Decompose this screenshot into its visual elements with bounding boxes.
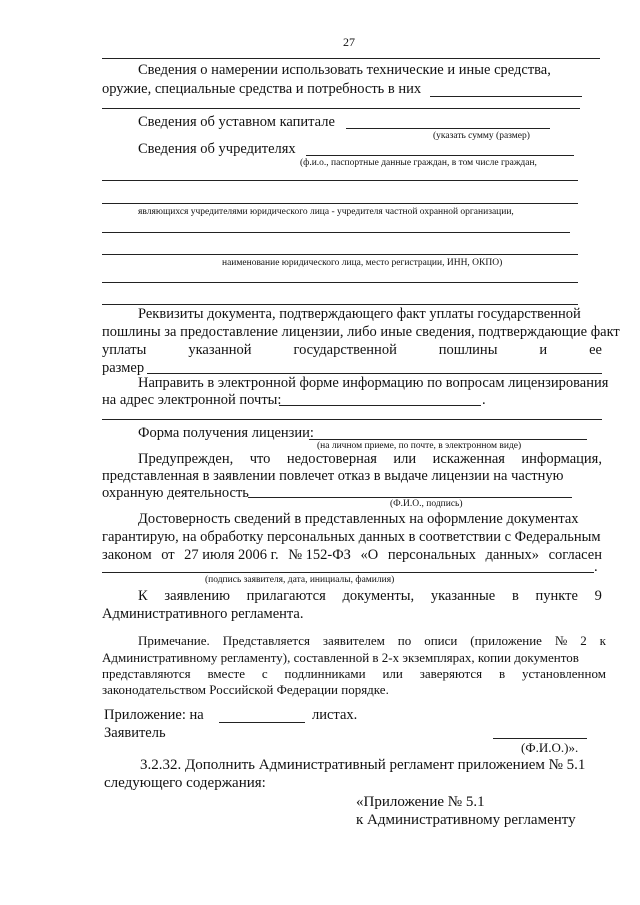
warning-line-2: представленная в заявлении повлечет отказ в выдаче лицензии на частную: [102, 468, 564, 484]
attach-line-1: К заявлению прилагаются документы, указанные в пункте 9: [138, 588, 602, 604]
founders-field-line-6: [102, 282, 578, 283]
annex-subtitle: к Административному регламенту: [356, 812, 576, 828]
page-number: 27: [343, 35, 355, 49]
warning-line-3: охранную деятельность: [102, 485, 249, 501]
duty-line-4: размер: [102, 360, 145, 376]
form-field-line: [309, 439, 587, 440]
consent-dot: .: [594, 559, 598, 575]
applicant-label: Заявитель: [104, 725, 166, 741]
founders-field-line-3: [102, 203, 578, 204]
note-line-2: Административному регламенту), составленной в 2-х экземплярах, копии документов: [102, 650, 579, 665]
equipment-line-2: оружие, специальные средства и потребность в них: [102, 81, 422, 97]
duty-line-2: пошлины за предоставление лицензии, либо иные сведения, подтверждающие факт: [102, 324, 620, 340]
attach-line-2: Административного регламента.: [102, 606, 304, 622]
capital-field-line: [346, 128, 550, 129]
form-hint: (на личном приеме, по почте, в электронном виде): [317, 441, 522, 451]
form-label: Форма получения лицензии:: [138, 425, 314, 441]
duty-field-line: [147, 373, 602, 374]
warning-line-1: Предупрежден, что недостоверная или искаженная информация,: [138, 451, 602, 467]
appendix-sheets-line: [219, 722, 305, 723]
warning-field-line: [248, 497, 572, 498]
duty-line-1: Реквизиты документа, подтверждающего факт уплаты государственной: [138, 306, 581, 322]
warning-hint: (Ф.И.О., подпись): [390, 499, 463, 509]
equipment-field-line-2: [102, 108, 580, 109]
founders-hint-2: являющихся учредителями юридического лица - учредителя частной охранной организации,: [138, 207, 514, 217]
consent-line-1: Достоверность сведений в представленных на оформление документах: [138, 511, 579, 527]
applicant-fio: (Ф.И.О.)».: [521, 740, 579, 755]
consent-field-line: [102, 572, 594, 573]
appendix-suffix: листах.: [312, 707, 358, 723]
separator-line: [102, 58, 600, 59]
note-line-4: законодательством Российской Федерации порядке.: [102, 682, 389, 697]
capital-hint: (указать сумму (размер): [433, 131, 530, 141]
founders-label: Сведения об учредителях: [138, 141, 296, 157]
capital-label: Сведения об уставном капитале: [138, 114, 335, 130]
email-field-line: [279, 405, 481, 406]
note-line-1: Примечание. Представляется заявителем по описи (приложение № 2 к: [138, 633, 606, 648]
annex-title: «Приложение № 5.1: [356, 794, 485, 810]
amendment-line-1: 3.2.32. Дополнить Административный регламент приложением № 5.1: [140, 757, 586, 773]
founders-hint-3: наименование юридического лица, место регистрации, ИНН, ОКПО): [222, 258, 503, 268]
email-field-line-2: [102, 419, 602, 420]
note-line-3: представляются вместе с подлинниками или заверяются в установленном: [102, 666, 606, 681]
duty-line-3: уплаты указанной государственной пошлины и ее: [102, 342, 602, 358]
founders-field-line-4: [102, 232, 570, 233]
email-line-1: Направить в электронной форме информацию по вопросам лицензирования: [138, 375, 609, 391]
founders-hint-1: (ф.и.о., паспортные данные граждан, в том числе граждан,: [300, 158, 537, 168]
founders-field-line-2: [102, 180, 578, 181]
consent-line-2: гарантирую, на обработку персональных данных в соответствии с Федеральным: [102, 529, 601, 545]
founders-field-line-5: [102, 254, 578, 255]
appendix-prefix: Приложение: на: [104, 707, 204, 723]
equipment-line-1: Сведения о намерении использовать технические и иные средства,: [138, 62, 551, 78]
amendment-line-2: следующего содержания:: [104, 775, 266, 791]
consent-hint: (подпись заявителя, дата, инициалы, фамилия): [205, 575, 395, 585]
consent-line-3: законом от 27 июля 2006 г. № 152-ФЗ «О персональных данных» согласен: [102, 547, 602, 563]
founders-field-line-7: [102, 304, 578, 305]
email-dot: .: [482, 392, 486, 408]
equipment-field-line: [430, 96, 582, 97]
founders-field-line: [306, 155, 574, 156]
email-line-2: на адрес электронной почты:: [102, 392, 282, 408]
